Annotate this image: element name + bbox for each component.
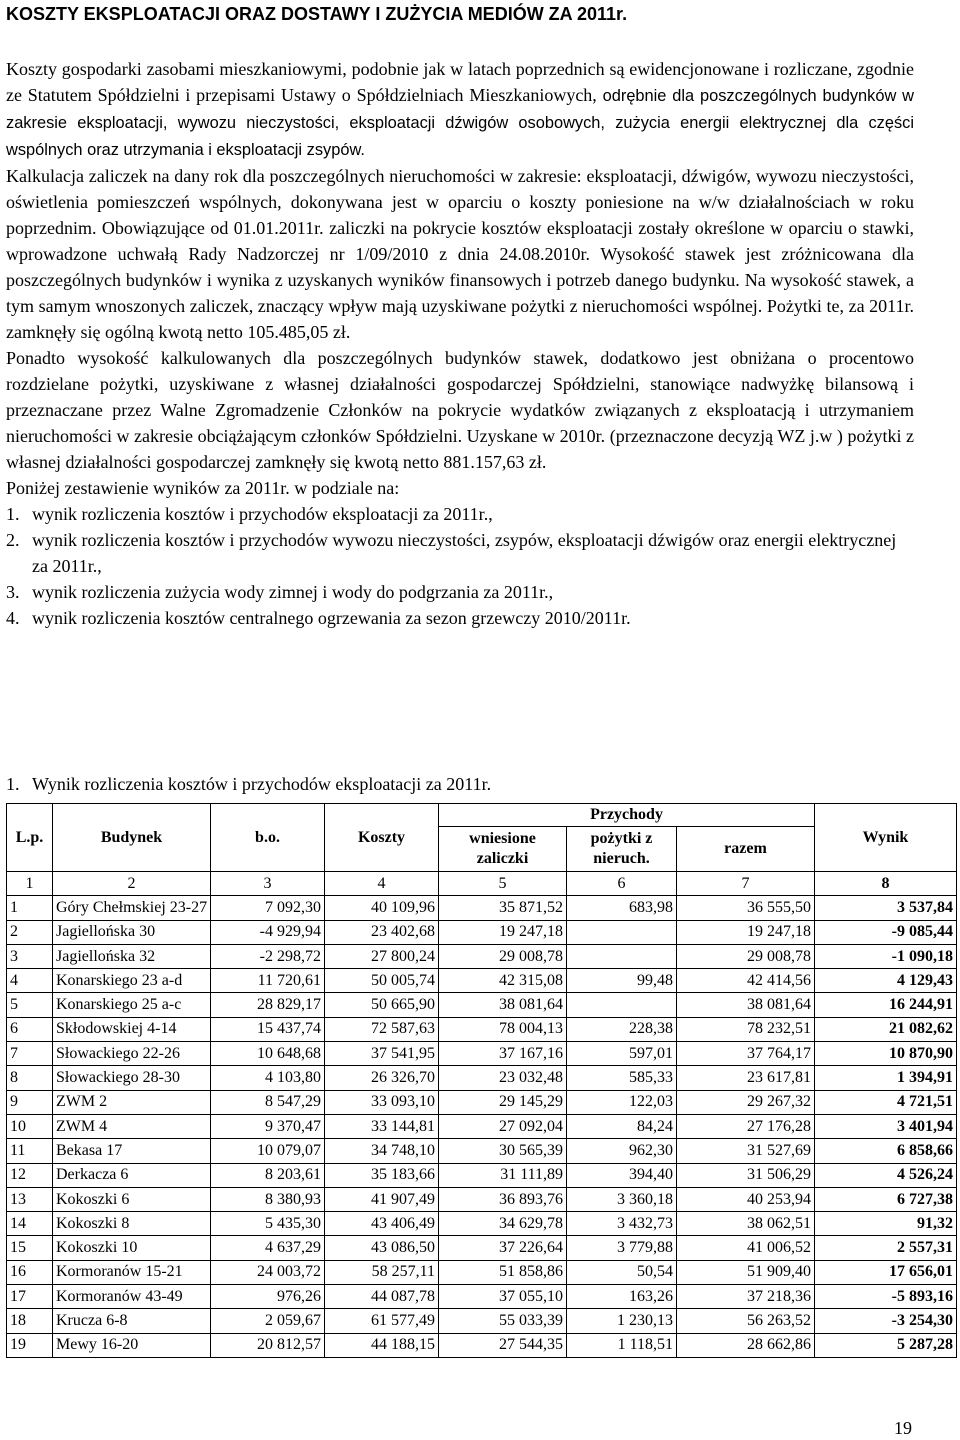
paragraph-accounting-part2: odrębnie dla poszczególnych budynków w zakresie eksploatacji, wywozu nieczystości, eksploatacji dźwigów osobowych, zużycia energii elektrycznej dla części wspólnych oraz utrzymania i eksploatacji zsypów. bbox=[6, 87, 914, 159]
cell-building: Konarskiego 23 a-d bbox=[53, 969, 211, 993]
header-property-income: pożytki z nieruch. bbox=[567, 827, 677, 872]
cell-costs: 35 183,66 bbox=[325, 1163, 439, 1187]
table-row bbox=[7, 1163, 957, 1187]
results-table bbox=[6, 803, 957, 1358]
cell-property-income bbox=[567, 993, 677, 1017]
cell-lp: 16 bbox=[7, 1260, 53, 1284]
header-advances-paid: wniesione zaliczki bbox=[439, 827, 567, 872]
section-number: 1. bbox=[6, 774, 20, 794]
cell-costs: 44 188,15 bbox=[325, 1333, 439, 1357]
cell-advances-paid: 19 247,18 bbox=[439, 920, 567, 944]
header-total: razem bbox=[677, 827, 815, 872]
cell-opening-balance: 9 370,47 bbox=[211, 1114, 325, 1138]
column-number: 4 bbox=[325, 872, 439, 896]
cell-opening-balance: 8 203,61 bbox=[211, 1163, 325, 1187]
cell-opening-balance: 15 437,74 bbox=[211, 1017, 325, 1041]
cell-result: 17 656,01 bbox=[815, 1260, 957, 1284]
cell-total: 78 232,51 bbox=[677, 1017, 815, 1041]
cell-result: 21 082,62 bbox=[815, 1017, 957, 1041]
cell-advances-paid: 27 092,04 bbox=[439, 1114, 567, 1138]
table-row bbox=[7, 920, 957, 944]
table-row bbox=[7, 1042, 957, 1066]
cell-building: Góry Chełmskiej 23-27 bbox=[53, 896, 211, 920]
cell-advances-paid: 78 004,13 bbox=[439, 1017, 567, 1041]
table-row bbox=[7, 1066, 957, 1090]
cell-costs: 26 326,70 bbox=[325, 1066, 439, 1090]
cell-advances-paid: 23 032,48 bbox=[439, 1066, 567, 1090]
cell-building: Kokoszki 8 bbox=[53, 1212, 211, 1236]
cell-total: 23 617,81 bbox=[677, 1066, 815, 1090]
cell-property-income: 1 230,13 bbox=[567, 1309, 677, 1333]
cell-building: Derkacza 6 bbox=[53, 1163, 211, 1187]
cell-property-income: 1 118,51 bbox=[567, 1333, 677, 1357]
cell-property-income bbox=[567, 920, 677, 944]
cell-opening-balance: -4 929,94 bbox=[211, 920, 325, 944]
cell-result: -9 085,44 bbox=[815, 920, 957, 944]
cell-advances-paid: 38 081,64 bbox=[439, 993, 567, 1017]
paragraph-accounting-part1: Koszty gospodarki zasobami mieszkaniowymi, podobnie jak w latach poprzednich są ewidencjonowane i rozliczane, zgodnie ze Statutem Spółdzielni i przepisami Ustawy o Spółdzielniach Mieszkaniowych, bbox=[6, 59, 914, 105]
cell-total: 29 008,78 bbox=[677, 944, 815, 968]
cell-costs: 43 086,50 bbox=[325, 1236, 439, 1260]
page-number: 19 bbox=[894, 1418, 912, 1438]
column-number: 8 bbox=[815, 872, 957, 896]
cell-lp: 1 bbox=[7, 896, 53, 920]
cell-building: Jagiellońska 32 bbox=[53, 944, 211, 968]
cell-total: 37 764,17 bbox=[677, 1042, 815, 1066]
cell-costs: 34 748,10 bbox=[325, 1139, 439, 1163]
cell-costs: 40 109,96 bbox=[325, 896, 439, 920]
cell-opening-balance: 8 380,93 bbox=[211, 1187, 325, 1211]
cell-lp: 18 bbox=[7, 1309, 53, 1333]
cell-result: 4 526,24 bbox=[815, 1163, 957, 1187]
cell-lp: 13 bbox=[7, 1187, 53, 1211]
cell-lp: 14 bbox=[7, 1212, 53, 1236]
column-number: 6 bbox=[567, 872, 677, 896]
cell-total: 51 909,40 bbox=[677, 1260, 815, 1284]
cell-total: 42 414,56 bbox=[677, 969, 815, 993]
paragraph-income: Ponadto wysokość kalkulowanych dla poszczególnych budynków stawek, dodatkowo jest obniżana o procentowo rozdzielane pożytki, uzyskiwane z własnej działalności gospodarczej Spółdzielni, stanowiące nadwyżkę bilansową i przeznaczane przez Walne Zgromadzenie Członków na pokrycie wydatków związanych z eksploatacją i utrzymaniem nieruchomości w zakresie obciążającym członków Spółdzielni. Uzyskane w 2010r. (przeznaczone decyzją WZ j.w ) pożytki z własnej działalności gospodarczej zamknęły się kwotą netto 881.157,63 zł. bbox=[6, 348, 914, 472]
table-body bbox=[7, 872, 957, 1358]
cell-advances-paid: 36 893,76 bbox=[439, 1187, 567, 1211]
table-row bbox=[7, 1309, 957, 1333]
cell-costs: 50 005,74 bbox=[325, 969, 439, 993]
cell-lp: 2 bbox=[7, 920, 53, 944]
cell-costs: 72 587,63 bbox=[325, 1017, 439, 1041]
table-row bbox=[7, 1212, 957, 1236]
cell-costs: 43 406,49 bbox=[325, 1212, 439, 1236]
cell-building: Mewy 16-20 bbox=[53, 1333, 211, 1357]
cell-property-income: 3 779,88 bbox=[567, 1236, 677, 1260]
cell-lp: 17 bbox=[7, 1285, 53, 1309]
cell-costs: 58 257,11 bbox=[325, 1260, 439, 1284]
cell-property-income: 585,33 bbox=[567, 1066, 677, 1090]
cell-opening-balance: 976,26 bbox=[211, 1285, 325, 1309]
cell-advances-paid: 31 111,89 bbox=[439, 1163, 567, 1187]
cell-result: 16 244,91 bbox=[815, 993, 957, 1017]
cell-property-income: 84,24 bbox=[567, 1114, 677, 1138]
cell-advances-paid: 34 629,78 bbox=[439, 1212, 567, 1236]
cell-advances-paid: 51 858,86 bbox=[439, 1260, 567, 1284]
list-item-number: 3. bbox=[6, 582, 20, 602]
table-row bbox=[7, 1187, 957, 1211]
list-item-text: wynik rozliczenia kosztów centralnego ogrzewania za sezon grzewczy 2010/2011r. bbox=[32, 608, 631, 628]
cell-building: Kormoranów 43-49 bbox=[53, 1285, 211, 1309]
cell-building: Słowackiego 22-26 bbox=[53, 1042, 211, 1066]
cell-result: 3 401,94 bbox=[815, 1114, 957, 1138]
cell-building: ZWM 4 bbox=[53, 1114, 211, 1138]
cell-property-income: 50,54 bbox=[567, 1260, 677, 1284]
cell-opening-balance: 20 812,57 bbox=[211, 1333, 325, 1357]
cell-lp: 19 bbox=[7, 1333, 53, 1357]
cell-advances-paid: 55 033,39 bbox=[439, 1309, 567, 1333]
header-costs: Koszty bbox=[325, 804, 439, 872]
cell-opening-balance: -2 298,72 bbox=[211, 944, 325, 968]
list-item-number: 4. bbox=[6, 608, 20, 628]
cell-advances-paid: 29 145,29 bbox=[439, 1090, 567, 1114]
cell-lp: 7 bbox=[7, 1042, 53, 1066]
cell-total: 27 176,28 bbox=[677, 1114, 815, 1138]
cell-costs: 33 093,10 bbox=[325, 1090, 439, 1114]
cell-opening-balance: 24 003,72 bbox=[211, 1260, 325, 1284]
column-number: 1 bbox=[7, 872, 53, 896]
cell-opening-balance: 4 103,80 bbox=[211, 1066, 325, 1090]
cell-result: 10 870,90 bbox=[815, 1042, 957, 1066]
summary-list-item bbox=[6, 527, 914, 579]
cell-result: 6 727,38 bbox=[815, 1187, 957, 1211]
cell-total: 28 662,86 bbox=[677, 1333, 815, 1357]
list-item-text: wynik rozliczenia zużycia wody zimnej i wody do podgrzania za 2011r., bbox=[32, 582, 554, 602]
table-row bbox=[7, 1285, 957, 1309]
cell-lp: 11 bbox=[7, 1139, 53, 1163]
cell-opening-balance: 7 092,30 bbox=[211, 896, 325, 920]
paragraph-summary-intro: Poniżej zestawienie wyników za 2011r. w podziale na: bbox=[6, 478, 400, 498]
cell-total: 37 218,36 bbox=[677, 1285, 815, 1309]
cell-opening-balance: 5 435,30 bbox=[211, 1212, 325, 1236]
cell-total: 41 006,52 bbox=[677, 1236, 815, 1260]
cell-total: 36 555,50 bbox=[677, 896, 815, 920]
cell-building: Kormoranów 15-21 bbox=[53, 1260, 211, 1284]
paragraph-advances: Kalkulacja zaliczek na dany rok dla poszczególnych nieruchomości w zakresie: eksploatacji, dźwigów, wywozu nieczystości, oświetlenia pomieszczeń wspólnych, dokonywana jest w oparciu o koszty poniesione na w/w działalnościach w roku poprzednim. Obowiązujące od 01.01.2011r. zaliczki na pokrycie kosztów eksploatacji zostały określone w oparciu o stawki, wprowadzone uchwałą Rady Nadzorczej nr 1/09/2010 z dnia 24.08.2010r. Wysokość stawek jest zróżnicowana dla poszczególnych budynków i wynika z uzyskanych wyników finansowych i potrzeb danego budynku. Na wysokość stawek, a tym samym wnoszonych zaliczek, znaczący wpływ mają uzyskiwane pożytki z nieruchomości wspólnej. Pożytki te, za 2011r. zamknęły się ogólną kwotą netto 105.485,05 zł. bbox=[6, 166, 914, 342]
cell-property-income: 228,38 bbox=[567, 1017, 677, 1041]
summary-list-item bbox=[6, 501, 914, 527]
cell-advances-paid: 29 008,78 bbox=[439, 944, 567, 968]
cell-result: 2 557,31 bbox=[815, 1236, 957, 1260]
cell-lp: 15 bbox=[7, 1236, 53, 1260]
summary-list-item bbox=[6, 605, 914, 631]
cell-total: 56 263,52 bbox=[677, 1309, 815, 1333]
cell-lp: 5 bbox=[7, 993, 53, 1017]
cell-lp: 8 bbox=[7, 1066, 53, 1090]
cell-total: 38 081,64 bbox=[677, 993, 815, 1017]
cell-result: -3 254,30 bbox=[815, 1309, 957, 1333]
cell-property-income: 99,48 bbox=[567, 969, 677, 993]
cell-lp: 9 bbox=[7, 1090, 53, 1114]
cell-building: Kokoszki 6 bbox=[53, 1187, 211, 1211]
table-header-row bbox=[7, 804, 957, 827]
cell-result: 1 394,91 bbox=[815, 1066, 957, 1090]
table-row bbox=[7, 1114, 957, 1138]
header-revenues: Przychody bbox=[439, 804, 815, 827]
cell-building: ZWM 2 bbox=[53, 1090, 211, 1114]
header-building: Budynek bbox=[53, 804, 211, 872]
cell-total: 40 253,94 bbox=[677, 1187, 815, 1211]
cell-result: 4 129,43 bbox=[815, 969, 957, 993]
table-row bbox=[7, 1139, 957, 1163]
cell-property-income bbox=[567, 944, 677, 968]
cell-result: 5 287,28 bbox=[815, 1333, 957, 1357]
cell-opening-balance: 2 059,67 bbox=[211, 1309, 325, 1333]
paragraph-accounting bbox=[6, 56, 914, 163]
cell-building: Kokoszki 10 bbox=[53, 1236, 211, 1260]
cell-opening-balance: 10 648,68 bbox=[211, 1042, 325, 1066]
document-body bbox=[6, 56, 914, 631]
cell-building: Konarskiego 25 a-c bbox=[53, 993, 211, 1017]
cell-property-income: 597,01 bbox=[567, 1042, 677, 1066]
cell-building: Skłodowskiej 4-14 bbox=[53, 1017, 211, 1041]
section-heading bbox=[6, 774, 491, 795]
table-row bbox=[7, 944, 957, 968]
cell-costs: 44 087,78 bbox=[325, 1285, 439, 1309]
cell-advances-paid: 27 544,35 bbox=[439, 1333, 567, 1357]
table-row bbox=[7, 1090, 957, 1114]
cell-lp: 12 bbox=[7, 1163, 53, 1187]
header-opening-balance: b.o. bbox=[211, 804, 325, 872]
section-title: Wynik rozliczenia kosztów i przychodów eksploatacji za 2011r. bbox=[32, 774, 492, 794]
cell-costs: 61 577,49 bbox=[325, 1309, 439, 1333]
cell-advances-paid: 30 565,39 bbox=[439, 1139, 567, 1163]
column-number: 2 bbox=[53, 872, 211, 896]
cell-total: 38 062,51 bbox=[677, 1212, 815, 1236]
table-row bbox=[7, 1333, 957, 1357]
cell-result: -1 090,18 bbox=[815, 944, 957, 968]
summary-list-item bbox=[6, 579, 914, 605]
cell-costs: 23 402,68 bbox=[325, 920, 439, 944]
table-row bbox=[7, 993, 957, 1017]
table-row bbox=[7, 1017, 957, 1041]
cell-advances-paid: 35 871,52 bbox=[439, 896, 567, 920]
cell-advances-paid: 37 167,16 bbox=[439, 1042, 567, 1066]
table-row bbox=[7, 1236, 957, 1260]
column-number: 3 bbox=[211, 872, 325, 896]
cell-property-income: 3 432,73 bbox=[567, 1212, 677, 1236]
column-number-row bbox=[7, 872, 957, 896]
cell-result: 91,32 bbox=[815, 1212, 957, 1236]
header-lp: L.p. bbox=[7, 804, 53, 872]
cell-total: 31 506,29 bbox=[677, 1163, 815, 1187]
list-item-text: wynik rozliczenia kosztów i przychodów wywozu nieczystości, zsypów, eksploatacji dźwigów oraz energii elektrycznej za 2011r., bbox=[32, 530, 897, 576]
cell-result: 6 858,66 bbox=[815, 1139, 957, 1163]
table-row bbox=[7, 969, 957, 993]
list-item-number: 2. bbox=[6, 530, 20, 550]
column-number: 7 bbox=[677, 872, 815, 896]
cell-total: 31 527,69 bbox=[677, 1139, 815, 1163]
cell-advances-paid: 37 226,64 bbox=[439, 1236, 567, 1260]
table-row bbox=[7, 896, 957, 920]
cell-property-income: 122,03 bbox=[567, 1090, 677, 1114]
cell-costs: 37 541,95 bbox=[325, 1042, 439, 1066]
summary-list bbox=[6, 501, 914, 631]
cell-lp: 10 bbox=[7, 1114, 53, 1138]
page-title: KOSZTY EKSPLOATACJI ORAZ DOSTAWY I ZUŻYCIA MEDIÓW ZA 2011r. bbox=[6, 4, 628, 24]
cell-opening-balance: 28 829,17 bbox=[211, 993, 325, 1017]
cell-result: -5 893,16 bbox=[815, 1285, 957, 1309]
list-item-text: wynik rozliczenia kosztów i przychodów eksploatacji za 2011r., bbox=[32, 504, 493, 524]
cell-total: 19 247,18 bbox=[677, 920, 815, 944]
cell-costs: 27 800,24 bbox=[325, 944, 439, 968]
cell-property-income: 962,30 bbox=[567, 1139, 677, 1163]
cell-costs: 41 907,49 bbox=[325, 1187, 439, 1211]
table-row bbox=[7, 1260, 957, 1284]
cell-opening-balance: 8 547,29 bbox=[211, 1090, 325, 1114]
cell-property-income: 394,40 bbox=[567, 1163, 677, 1187]
cell-total: 29 267,32 bbox=[677, 1090, 815, 1114]
column-number: 5 bbox=[439, 872, 567, 896]
header-result: Wynik bbox=[815, 804, 957, 872]
cell-lp: 4 bbox=[7, 969, 53, 993]
cell-lp: 3 bbox=[7, 944, 53, 968]
cell-property-income: 163,26 bbox=[567, 1285, 677, 1309]
cell-lp: 6 bbox=[7, 1017, 53, 1041]
cell-result: 3 537,84 bbox=[815, 896, 957, 920]
cell-building: Jagiellońska 30 bbox=[53, 920, 211, 944]
cell-building: Słowackiego 28-30 bbox=[53, 1066, 211, 1090]
cell-opening-balance: 10 079,07 bbox=[211, 1139, 325, 1163]
cell-advances-paid: 42 315,08 bbox=[439, 969, 567, 993]
cell-opening-balance: 4 637,29 bbox=[211, 1236, 325, 1260]
cell-costs: 50 665,90 bbox=[325, 993, 439, 1017]
cell-costs: 33 144,81 bbox=[325, 1114, 439, 1138]
cell-property-income: 683,98 bbox=[567, 896, 677, 920]
cell-building: Krucza 6-8 bbox=[53, 1309, 211, 1333]
list-item-number: 1. bbox=[6, 504, 20, 524]
cell-building: Bekasa 17 bbox=[53, 1139, 211, 1163]
cell-opening-balance: 11 720,61 bbox=[211, 969, 325, 993]
cell-advances-paid: 37 055,10 bbox=[439, 1285, 567, 1309]
cell-result: 4 721,51 bbox=[815, 1090, 957, 1114]
cell-property-income: 3 360,18 bbox=[567, 1187, 677, 1211]
